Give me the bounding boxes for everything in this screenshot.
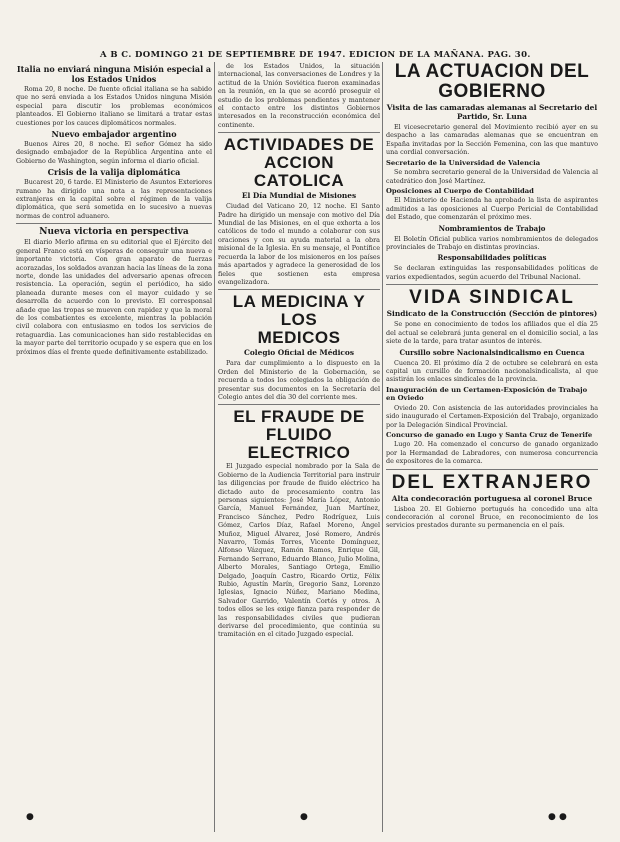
headline: Nuevo embajador argentino <box>51 129 177 140</box>
headline: Crisis de la valija diplomática <box>47 167 181 178</box>
divider <box>218 404 380 405</box>
headline: Oposiciones al Cuerpo de Contabilidad <box>386 186 534 195</box>
article-text: El diario Merlo afirma en su editorial que el Ejército del general Franco está en vísperas de conseguir una nueva e importante victoria. Con gran aparato de fuerzas acorazadas, los soldados avanzan hacia las líneas de la zona norte, donde las unidades del adversario apenas ofrecen resistencia. La operación, según el periódico, ha sido planeada durante meses con el mayor cuidado y se desarrolla de acuerdo con lo previsto. El corresponsal añade que las tropas se mueven con rapidez y que la moral de los combatientes es excelente, mientras la población civil colabora con entusiasmo en todos los servicios de retaguardia. Las comunicaciones han sido restablecidas en la mayor parte del territorio ocupado y se espera que en los próximos días el frente quede definitivamente estabilizado. <box>16 238 212 356</box>
article-text: Lugo 20. Ha comenzado el concurso de ganado organizado por la Hermandad de Labradores, con numerosa concurrencia de expositores de la comarca. <box>386 440 598 466</box>
divider <box>16 223 212 224</box>
masthead: A B C. DOMINGO 21 DE SEPTIEMBRE DE 1947. EDICION DE LA MAÑANA. PAG. 30. <box>100 50 531 60</box>
headline: Cursillo sobre Nacionalsindicalismo en Cuenca <box>399 347 585 357</box>
column-rule <box>214 62 215 832</box>
divider <box>386 284 598 285</box>
section-title: VIDA SINDICAL <box>409 287 575 309</box>
section-title: LA MEDICINA Y LOS <box>232 292 366 330</box>
article-text: Lisboa 20. El Gobierno portugués ha concedido una alta condecoración al coronel Bruce, en reconocimiento de los servicios prestados durante su permanencia en el país. <box>386 504 598 530</box>
headline: Nueva victoria en perspectiva <box>39 227 189 238</box>
section-title: DEL EXTRANJERO <box>391 471 593 493</box>
article-text: Oviedo 20. Con asistencia de las autoridades provinciales ha sido inaugurado el Certamen-Exposición del Trabajo, organizado por la Delegación Sindical Provincial. <box>386 403 598 429</box>
kicker: El Día Mundial de Misiones <box>241 191 357 201</box>
kicker: Alta condecoración portuguesa al coronel Bruce <box>391 493 593 503</box>
section-title: ACTIVIDADES DE <box>223 135 375 155</box>
section-title: LA ACTUACION DEL <box>394 61 590 82</box>
register-mark: ● <box>300 812 308 822</box>
section-title: ACCION CATOLICA <box>253 153 345 191</box>
headline: Concurso de ganado en Lugo y Santa Cruz de Tenerife <box>386 430 593 439</box>
article-text: El Juzgado especial nombrado por la Sala de Gobierno de la Audiencia Territorial para instruir las diligencias por fraude de fluido eléctrico ha dictado auto de procesamiento contra las personas siguientes: José María López, Antonio García, Manuel Fernández, Juan Martínez, Francisco Sánchez, Pedro Rodríguez, Luis Gómez, Carlos Díaz, Rafael Moreno, Ángel Muñoz, Miguel Álvarez, José Romero, Andrés Navarro, Tomás Torres, Vicente Domínguez, Alfonso Vázquez, Ramón Ramos, Enrique Gil, Fernando Serrano, Eduardo Blanco, Julio Molina, Alberto Morales, Santiago Ortega, Emilio Delgado, Joaquín Castro, Ricardo Ortiz, Félix Rubio, Agustín Marín, Gregorio Sanz, Lorenzo Iglesias, Ignacio Núñez, Mariano Medina, Salvador Garrido, Valentín Cortés y otros. A todos ellos se les exige fianza para responder de las responsabilidades civiles que pudieran derivarse del procedimiento, que continúa su tramitación en el citado Juzgado especial. <box>218 462 380 639</box>
kicker: Sindicato de la Construcción (Sección de pintores) <box>386 309 598 319</box>
column-rule <box>382 62 383 832</box>
article-text: Se declaran extinguidas las responsabilidades políticas de varios expedientados, según acuerdo del Tribunal Nacional. <box>386 264 598 281</box>
article-text: Se pone en conocimiento de todos los afiliados que el día 25 del actual se celebrará junta general en el domicilio social, a las siete de la tarde, para tratar asuntos de interés. <box>386 320 598 346</box>
divider <box>218 132 380 133</box>
kicker: Visita de las camaradas alemanas al Secretario del Partido, Sr. Luna <box>386 103 598 121</box>
register-mark: ● <box>26 812 34 822</box>
headline: Nombramientos de Trabajo <box>438 223 546 233</box>
column-2 <box>218 62 380 640</box>
article-text: Bucarest 20, 6 tarde. El Ministerio de Asuntos Exteriores rumano ha dirigido una nota a las representaciones extranjeras en la capital sobre el régimen de la valija diplomática, que será sometida en lo sucesivo a nuevas normas de control aduanero. <box>16 178 212 220</box>
headline: Italia no enviará ninguna Misión especial a los Estados Unidos <box>16 64 212 84</box>
headline: Secretario de la Universidad de Valencia <box>386 158 541 167</box>
section-title: EL FRAUDE DE FLUIDO <box>233 407 365 445</box>
article-text: El Ministerio de Hacienda ha aprobado la lista de aspirantes admitidos a las oposiciones al Cuerpo Pericial de Contabilidad del Estado, que comenzarán el próximo mes. <box>386 196 598 222</box>
article-text: El Boletín Oficial publica varios nombramientos de delegados provinciales de Trabajo en distintas provincias. <box>386 234 598 252</box>
divider <box>386 469 598 470</box>
column-3 <box>386 62 598 531</box>
register-mark: ● ● <box>548 812 567 822</box>
headline: Inauguración de un Certamen-Exposición de Trabajo en Oviedo <box>386 385 588 403</box>
article-text: de los Estados Unidos, la situación internacional, las conversaciones de Londres y la actitud de la Unión Soviética fueron examinadas en la reunión, en la que se acordó proseguir el estudio de los problemas pendientes y mantener el contacto entre los distintos Gobiernos interesados en la reconstrucción económica del continente. <box>218 62 380 129</box>
article-text: Ciudad del Vaticano 20, 12 noche. El Santo Padre ha dirigido un mensaje con motivo del Día Mundial de las Misiones, en el que exhorta a los católicos de todo el mundo a colaborar con sus oraciones y con su ayuda material a la obra misional de la Iglesia. En su mensaje, el Pontífice recuerda la labor de los misioneros en los países más apartados y agradece la generosidad de los fieles que sostienen esta empresa evangelizadora. <box>218 202 380 286</box>
divider <box>218 289 380 290</box>
article-text: Roma 20, 8 noche. De fuente oficial italiana se ha sabido que no será enviada a los Estados Unidos ninguna Misión especial para discutir los problemas económicos planteados. El Gobierno italiano se limitará a tratar estas cuestiones por los cauces diplomáticos normales. <box>16 85 212 127</box>
section-title: ELECTRICO <box>247 443 351 463</box>
article-text: El vicesecretario general del Movimiento recibió ayer en su despacho a las camaradas alemanas que se encuentran en España invitadas por la Sección Femenina, con las que mantuvo una cordial conversación. <box>386 123 598 157</box>
section-title: GOBIERNO <box>438 81 546 102</box>
headline: Responsabilidades políticas <box>437 253 547 263</box>
article-text: Cuenca 20. El próximo día 2 de octubre se celebrará en esta capital un cursillo de formación nacionalsindicalista, al que asistirán los enlaces sindicales de la provincia. <box>386 358 598 384</box>
kicker: Colegio Oficial de Médicos <box>244 348 354 358</box>
article-text: Buenos Aires 20, 8 noche. El señor Gómez ha sido designado embajador de la República Argentina ante el Gobierno de Washington, según informa el diario oficial. <box>16 140 212 165</box>
article-text: Para dar cumplimiento a lo dispuesto en la Orden del Ministerio de la Gobernación, se recuerda a todos los colegiados la obligación de presentar sus documentos en la Secretaría del Colegio antes del día 30 del corriente mes. <box>218 359 380 401</box>
section-title: MEDICOS <box>257 328 341 348</box>
article-text: Se nombra secretario general de la Universidad de Valencia al catedrático don José Martínez. <box>386 168 598 185</box>
column-1 <box>16 62 212 357</box>
